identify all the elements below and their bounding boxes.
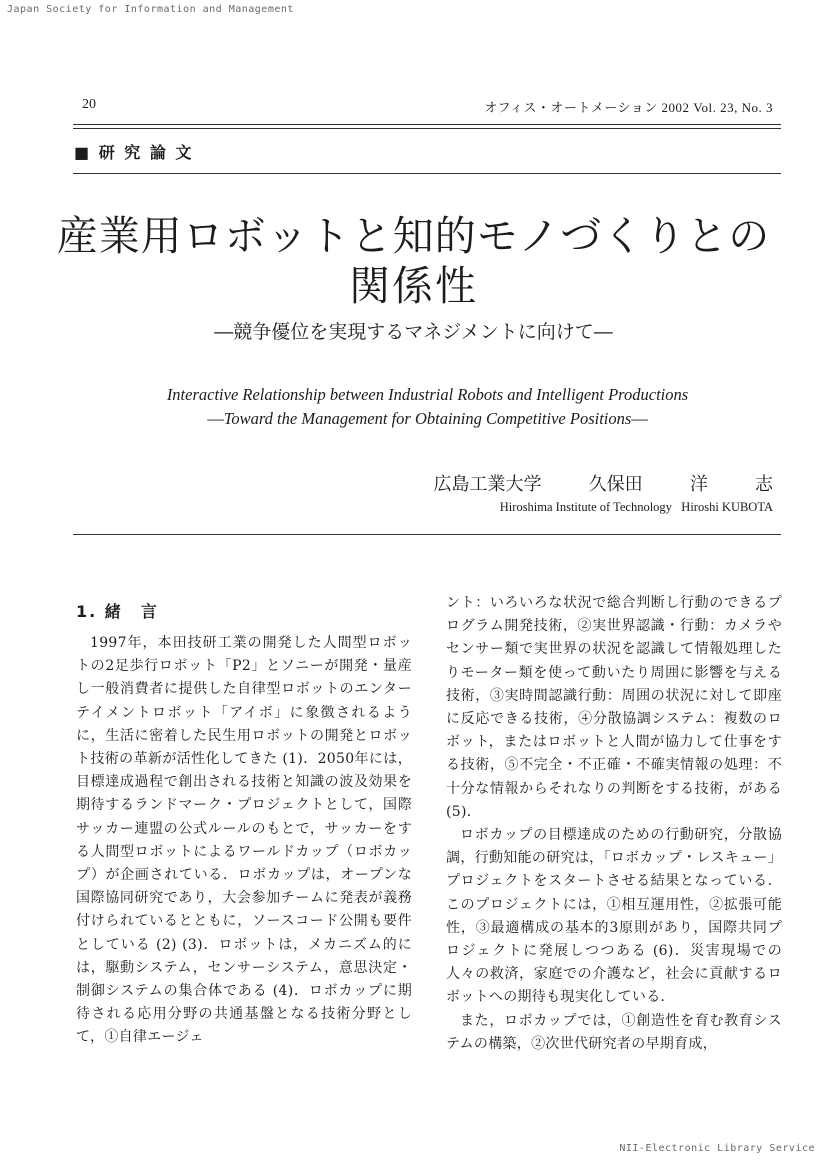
section-tag: ■ 研 究 論 文: [74, 143, 194, 162]
title-line-1: 産業用ロボットと知的モノづくりとの: [56, 212, 771, 260]
bottom-watermark: NII-Electronic Library Service: [619, 1143, 815, 1154]
left-column: [76, 632, 412, 1050]
author-japanese: 広島工業大学 久保田 洋 志: [433, 474, 773, 495]
section-rule: [73, 173, 781, 174]
english-title-line-1: Interactive Relationship between Industrial Robots and Intelligent Productions: [166, 385, 689, 404]
body-paragraph: ロボカップの目標達成のための行動研究，分散協調，行動知能の研究は，「ロボカップ・レスキュー」プロジェクトをスタートさせる結果となっている．このプロジェクトには，①相互運用性，②拡張可能性，③最適構成の基本的3原則があり，国際共同プロジェクトに発展しつつある (6)．災害現場での人々の救済，家庭での介護など，社会に貢献するロボットへの期待も現実化している．: [446, 827, 782, 1006]
body-paragraph: また，ロボカップでは，①創造性を育む教育システムの構築，②次世代研究者の早期育成，: [446, 1012, 782, 1052]
title-line-2: 関係性: [349, 262, 478, 310]
body-paragraph: 1997年，本田技研工業の開発した人間型ロボットの2足歩行ロボット「P2」とソニーが開発・量産し一般消費者に提供した自律型ロボットのエンターテイメントロボット「アイボ」に象徴されるように，生活に密着した民生用ロボットの開発とロボット技術の革新が活性化してきた (1)．2050年には，目標達成過程で創出される技術と知識の波及効果を期待するランドマーク・プロジェクトとして，国際サッカー連盟の公式ルールのもとで，サッカーをする人間型ロボットによるワールドカップ（ロボカップ）が企画されている．ロボカップは，オープンな国際協同研究であり，大会参加チームに発表が義務付けられているとともに，ソースコード公開も要件としている (2) (3)．ロボットは，メカニズム的には，駆動システム，センサーシステム，意思決定・制御システムの集合体である (4)．ロボカップに期待される応用分野の共通基盤となる技術分野として，①自律エージェ: [76, 635, 412, 1046]
page-number: 20: [82, 97, 96, 112]
body-paragraph: ント：いろいろな状況で総合判断し行動のできるプログラム開発技術，②実世界認識・行動：カメラやセンサー類で実世界の状況を認識して情報処理したりモーター類を使って動いたり周囲に影響を与える技術，③実時間認識行動：周囲の状況に対して即座に反応できる技術，④分散協調システム：複数のロボット，またはロボットと人間が協力して仕事をする技術，⑤不完全・不正確・不確実情報の処理：不十分な情報からそれなりの判断をする技術，がある (5)．: [446, 595, 782, 820]
right-column: [446, 592, 782, 1056]
subtitle: ―競争優位を実現するマネジメントに向けて―: [214, 321, 613, 343]
top-watermark: Japan Society for Information and Management: [7, 4, 294, 15]
header-rule: [73, 124, 781, 125]
english-title-line-2: ―Toward the Management for Obtaining Competitive Positions―: [207, 409, 648, 428]
section-heading-introduction: 1. 緒 言: [76, 602, 159, 621]
author-english: Hiroshima Institute of Technology Hiroshi KUBOTA: [499, 500, 773, 514]
header-rule: [73, 128, 781, 129]
journal-info: オフィス・オートメーション 2002 Vol. 23, No. 3: [484, 100, 773, 115]
title-block-rule: [73, 534, 781, 535]
